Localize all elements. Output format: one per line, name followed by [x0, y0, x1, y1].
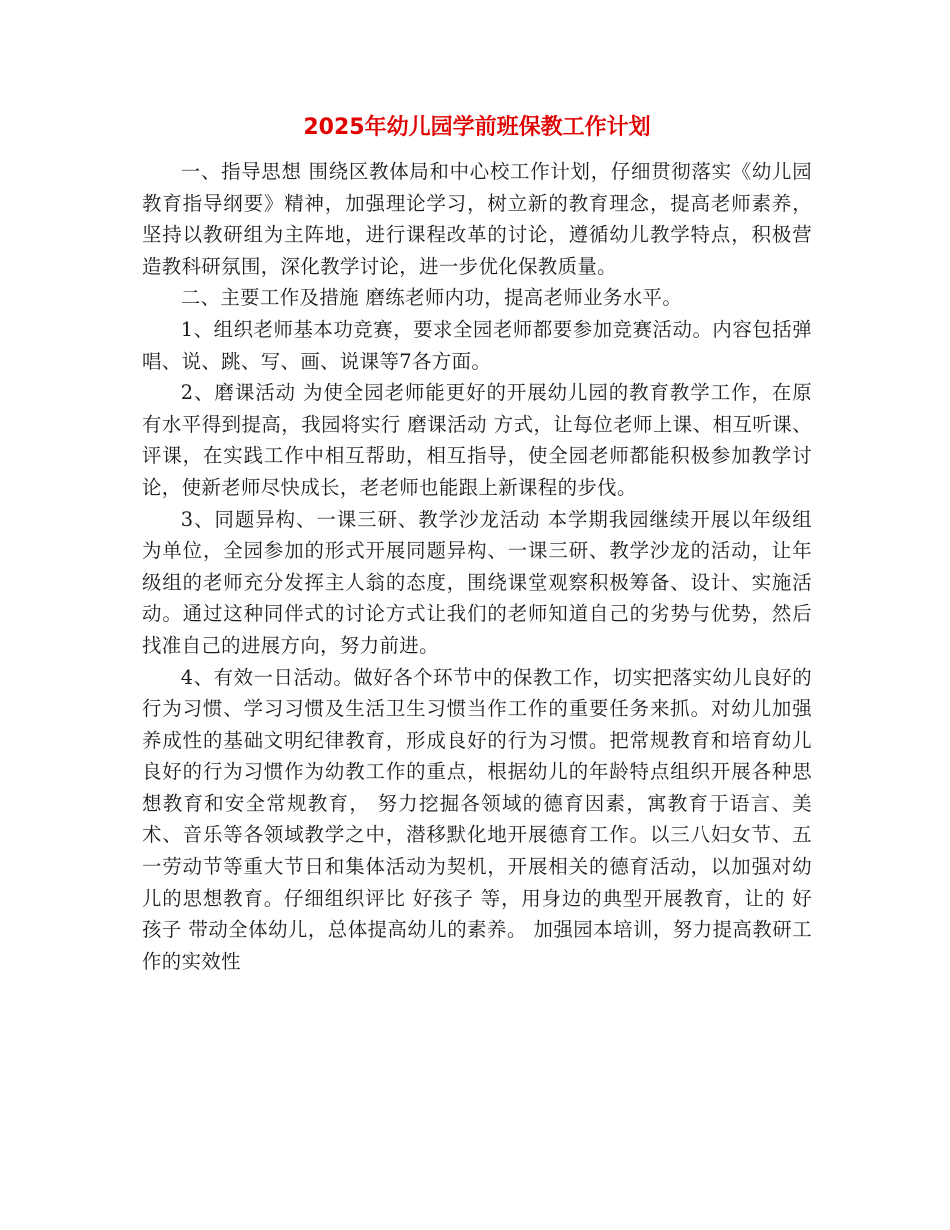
- paragraph-item-1: 1、组织老师基本功竞赛，要求全园老师都要参加竞赛活动。内容包括弹唱、说、跳、写、画、说课等7各方面。: [142, 317, 812, 373]
- paragraph-item-3: 3、同题异构、一课三研、教学沙龙活动 本学期我园继续开展以年级组为单位，全园参加的形式开展同题异构、一课三研、教学沙龙的活动，让年级组的老师充分发挥主人翁的态度，围绕课堂观察积极筹备、设计、实施活动。通过这种同伴式的讨论方式让我们的老师知道自己的劣势与优势，然后找准自己的进展方向，努力前进。: [142, 507, 812, 657]
- paragraph-item-4: 4、有效一日活动。做好各个环节中的保教工作，切实把落实幼儿良好的行为习惯、学习习惯及生活卫生习惯当作工作的重要任务来抓。对幼儿加强养成性的基础文明纪律教育，形成良好的行为习惯。把常规教育和培育幼儿良好的行为习惯作为幼教工作的重点，根据幼儿的年龄特点组织开展各种思想教育和安全常规教育， 努力挖掘各领域的德育因素，寓教育于语言、美术、音乐等各领域教学之中，潜移默化地开展德育工作。以三八妇女节、五一劳动节等重大节日和集体活动为契机，开展相关的德育活动，以加强对幼儿的思想教育。仔细组织评比 好孩子 等，用身边的典型开展教育，让的 好孩子 带动全体幼儿，总体提高幼儿的素养。 加强园本培训，努力提高教研工作的实效性: [142, 665, 812, 973]
- paragraph-item-2: 2、磨课活动 为使全园老师能更好的开展幼儿园的教育教学工作，在原有水平得到提高，我园将实行 磨课活动 方式，让每位老师上课、相互听课、评课，在实践工作中相互帮助，相互指导，使全园老师都能积极参加教学讨论，使新老师尽快成长，老老师也能跟上新课程的步伐。: [142, 381, 812, 499]
- paragraph-guiding-ideology: 一、指导思想 围绕区教体局和中心校工作计划，仔细贯彻落实《幼儿园教育指导纲要》精神，加强理论学习，树立新的教育理念，提高老师素养，坚持以教研组为主阵地，进行课程改革的讨论，遵循幼儿教学特点，积极营造教科研氛围，深化教学讨论，进一步优化保教质量。: [142, 160, 812, 278]
- paragraph-main-work: 二、主要工作及措施 磨练老师内功，提高老师业务水平。: [180, 286, 683, 310]
- document-title: 2025年幼儿园学前班保教工作计划: [303, 115, 651, 140]
- document-body: [142, 156, 812, 977]
